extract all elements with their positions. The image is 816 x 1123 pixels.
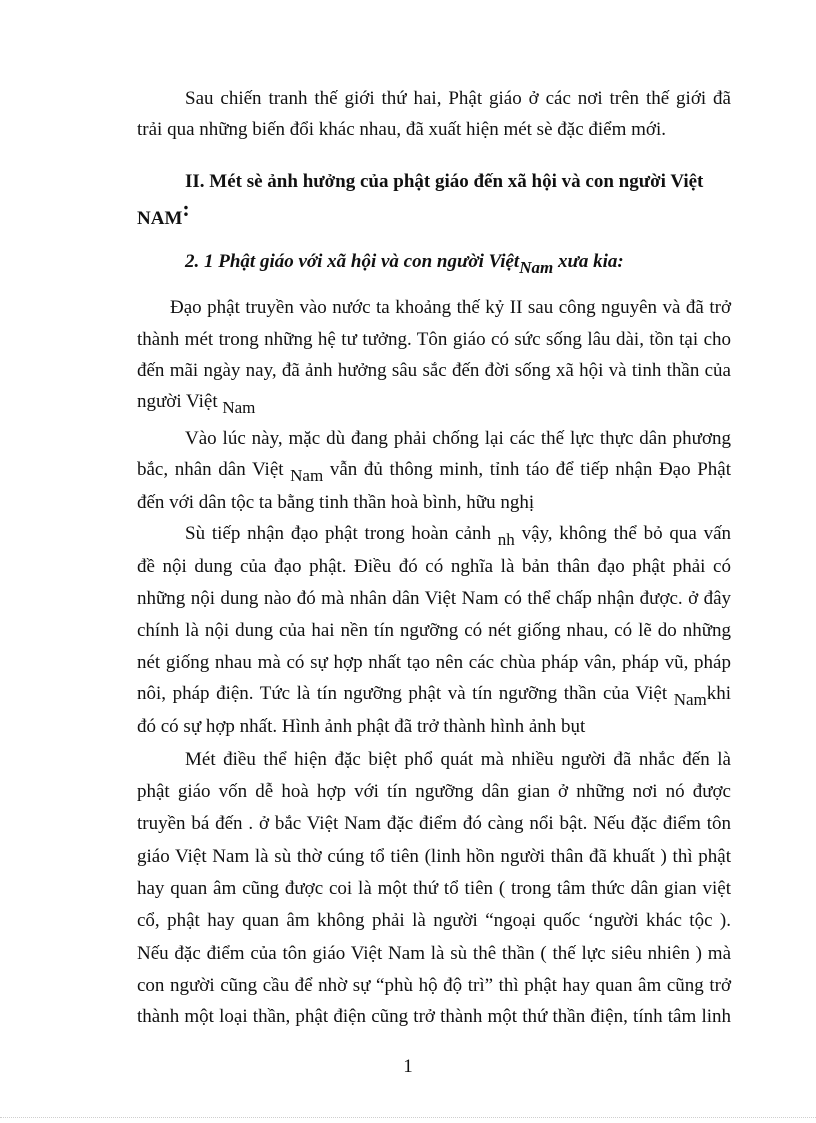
paragraph-5-line-3: truyền bá đến . ở bắc Việt Nam đặc điểm đó càng nổi bật. Nếu đặc điểm tôn xyxy=(137,813,731,834)
paragraph-2-line-4-nam: Nam xyxy=(222,398,256,417)
subsection-heading-main: 2. 1 Phật giáo với xã hội và con người Việt xyxy=(185,251,520,272)
subsection-heading xyxy=(185,250,624,277)
paragraph-4-line-6-pre: nôi, pháp điện. Tức là tín ngưỡng phật và tín ngưỡng thần của Việt xyxy=(137,683,668,704)
paragraph-4-line-6 xyxy=(137,682,732,709)
paragraph-3-line-3: đến với dân tộc ta bằng tinh thần hoà bình, hữu nghị xyxy=(137,492,535,513)
paragraph-2-line-4-main: người Việt xyxy=(137,391,218,412)
paragraph-2-line-1: Đạo phật truyền vào nước ta khoảng thế kỷ II sau công nguyên và đã trở xyxy=(170,297,731,318)
page-number: 1 xyxy=(403,1056,413,1077)
paragraph-3-line-2-nam: Nam xyxy=(290,466,324,485)
paragraph-4-line-6-nam: Nam xyxy=(673,690,707,709)
paragraph-5-line-5: hay quan âm cũng được coi là một thứ tổ tiên ( trong tâm thức dân gian việt xyxy=(137,878,731,899)
section-heading-line-1: II. Mét sè ảnh hưởng của phật giáo đến xã hội và con người Việt xyxy=(185,171,704,192)
paragraph-3-line-1: Vào lúc này, mặc dù đang phải chống lại các thế lực thực dân phương xyxy=(185,428,731,449)
paragraph-3-line-2 xyxy=(137,458,731,485)
paragraph-4-line-1-pre: Sù tiếp nhận đạo phật trong hoàn cảnh xyxy=(185,523,492,544)
paragraph-3-line-2-post: vẫn đủ thông minh, tỉnh táo để tiếp nhận Đạo Phật xyxy=(329,459,731,480)
paragraph-2-line-2: thành mét trong những hệ tư tưởng. Tôn giáo có sức sống lâu dài, tồn tại cho xyxy=(137,329,731,350)
paragraph-5-line-8: con người cũng cầu để nhờ sự “phù hộ độ trì” thì phật hay quan âm cũng trở xyxy=(137,975,731,996)
paragraph-4-line-4: chính là nội dung của hai nền tín ngưỡng có nét giống nhau, có lẽ do những xyxy=(137,620,731,641)
paragraph-4-line-1-nh: nh xyxy=(497,530,515,549)
paragraph-4-line-1-post: vậy, không thể bỏ qua vấn xyxy=(521,523,732,544)
section-heading-colon: : xyxy=(182,196,190,221)
paragraph-1-line-2: trải qua những biến đổi khác nhau, đã xuất hiện mét sè đặc điểm mới. xyxy=(137,119,666,140)
paragraph-5-line-4: giáo Việt Nam là sù thờ cúng tổ tiên (linh hồn người thân đã khuất ) thì phật xyxy=(137,846,731,867)
paragraph-5-line-2: phật giáo vốn dễ hoà hợp với tín ngưỡng dân gian ở những nơi nó được xyxy=(137,781,731,802)
subsection-heading-tail: xưa kia: xyxy=(557,251,624,272)
paragraph-5-line-9: thành một loại thần, phật điện cũng trở thành một thứ thần điện, tính tâm linh xyxy=(137,1006,731,1027)
paragraph-4-line-6-post: khi xyxy=(706,683,732,704)
paragraph-1-line-1: Sau chiến tranh thế giới thứ hai, Phật giáo ở các nơi trên thế giới đã xyxy=(185,88,731,109)
paragraph-4-line-2: đề nội dung của đạo phật. Điều đó có nghĩa là bản thân đạo phật phải có xyxy=(137,556,731,577)
paragraph-2-line-3: đến mãi ngày nay, đã ảnh hưởng sâu sắc đến đời sống xã hội và tinh thần của xyxy=(137,360,731,381)
paragraph-4-line-3: những nội dung nào đó mà nhân dân Việt Nam có thể chấp nhận được. ở đây xyxy=(137,588,731,609)
subsection-heading-nam: Nam xyxy=(519,258,554,277)
paragraph-4-line-7: đó có sự hợp nhất. Hình ảnh phật đã trở thành hình ảnh bụt xyxy=(137,716,586,737)
section-heading-nam: NAM xyxy=(137,208,183,229)
paragraph-5-line-6: cổ, phật hay quan âm không phải là người “ngoại quốc ‘người khác tộc ). xyxy=(137,910,731,931)
paragraph-5-line-1: Mét điều thể hiện đặc biệt phổ quát mà nhiều người đã nhắc đến là xyxy=(185,749,731,770)
paragraph-5-line-7: Nếu đặc điểm của tôn giáo Việt Nam là sù thê thần ( thế lực siêu nhiên ) mà xyxy=(137,943,731,964)
paragraph-4-line-5: nét giống nhau mà có sự hợp nhất tạo nên các chùa pháp vân, pháp vũ, pháp xyxy=(137,652,731,673)
page-bottom-divider xyxy=(0,1117,816,1118)
paragraph-2-line-4 xyxy=(137,390,731,417)
paragraph-3-line-2-pre: bắc, nhân dân Việt xyxy=(137,459,284,480)
section-heading-line-2 xyxy=(137,196,190,231)
paragraph-4-line-1 xyxy=(185,522,732,549)
